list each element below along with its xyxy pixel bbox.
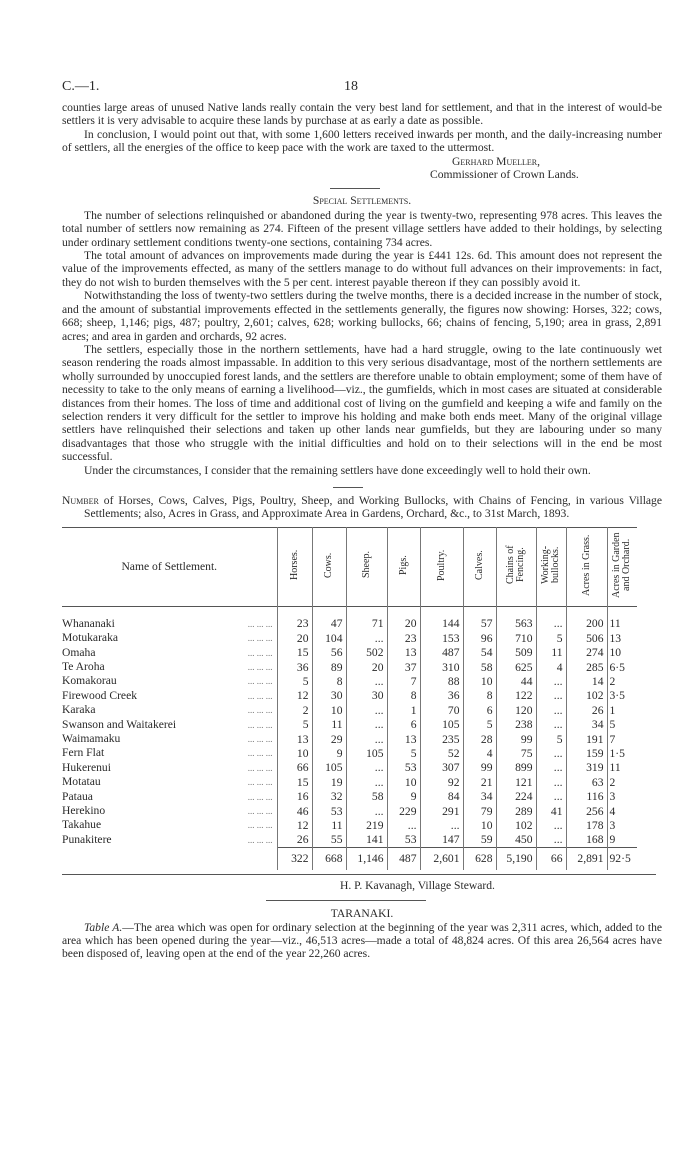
table-cell: 36 bbox=[420, 689, 463, 703]
table-cell: 5 bbox=[536, 732, 566, 746]
column-header bbox=[463, 527, 496, 606]
table-cell: 11 bbox=[312, 718, 346, 732]
table-row bbox=[62, 703, 637, 717]
settlement-label: Komakorau bbox=[62, 674, 117, 688]
document-reference: C.—1. bbox=[62, 79, 100, 94]
settlement-name bbox=[62, 761, 277, 775]
table-cell: 7 bbox=[607, 732, 637, 746]
table-cell: 3·5 bbox=[607, 689, 637, 703]
settlement-label: Punakitere bbox=[62, 832, 112, 846]
leader-dots: ... ... ... bbox=[247, 662, 273, 672]
table-cell: 506 bbox=[566, 631, 607, 645]
divider bbox=[330, 188, 380, 189]
table-cell: ... bbox=[346, 631, 387, 645]
table-cell: 55 bbox=[312, 833, 346, 847]
table-cell: 200 bbox=[566, 617, 607, 631]
table-row bbox=[62, 761, 637, 775]
table-cell: 310 bbox=[420, 660, 463, 674]
settlement-name bbox=[62, 775, 277, 789]
table-row bbox=[62, 646, 637, 660]
table-cell: 99 bbox=[463, 761, 496, 775]
table-cell: 487 bbox=[420, 646, 463, 660]
divider bbox=[266, 900, 426, 901]
table-cell: 191 bbox=[566, 732, 607, 746]
table-cell: 10 bbox=[463, 674, 496, 688]
table-row bbox=[62, 660, 637, 674]
table-cell: 9 bbox=[387, 790, 420, 804]
leader-dots: ... ... ... bbox=[247, 676, 273, 687]
caption-lead: Number bbox=[62, 493, 99, 507]
table-cell: 2 bbox=[607, 674, 637, 688]
settlement-name bbox=[62, 674, 277, 688]
table-cell: 7 bbox=[387, 674, 420, 688]
settlement-label: Waimamaku bbox=[62, 732, 121, 746]
settlement-label: Omaha bbox=[62, 645, 96, 659]
table-cell: 116 bbox=[566, 790, 607, 804]
table-cell: 4 bbox=[536, 660, 566, 674]
table-cell: 102 bbox=[566, 689, 607, 703]
table-row bbox=[62, 674, 637, 688]
table-cell: 509 bbox=[496, 646, 536, 660]
table-cell: ... bbox=[346, 674, 387, 688]
column-header bbox=[566, 527, 607, 606]
totals-row bbox=[62, 847, 637, 870]
paragraph: counties large areas of unused Native lands really contain the very best land for settlement, and that in the interest of would-be settlers it is very advisable to acquire these lands by purchase at as early a date as possible. bbox=[62, 101, 662, 128]
table-cell: 79 bbox=[463, 804, 496, 818]
column-header-label: Chains of Fencing. bbox=[505, 545, 526, 585]
table-cell: 450 bbox=[496, 833, 536, 847]
column-header-label: Acres in Garden and Orchard. bbox=[611, 532, 633, 598]
section-heading: Special Settlements. bbox=[312, 194, 412, 208]
table-bottom-rule bbox=[62, 874, 656, 875]
leader-dots: ... ... ... bbox=[247, 705, 273, 716]
table-cell: 710 bbox=[496, 631, 536, 645]
table-cell: 147 bbox=[420, 833, 463, 847]
leader-dots: ... ... ... bbox=[247, 734, 273, 745]
settlement-label: Takahue bbox=[62, 818, 102, 832]
table-cell: 12 bbox=[277, 818, 312, 832]
settlement-name bbox=[62, 804, 277, 818]
leader-dots: ... ... ... bbox=[247, 806, 273, 817]
table-cell: 274 bbox=[566, 646, 607, 660]
table-cell: 37 bbox=[387, 660, 420, 674]
settlement-label: Te Aroha bbox=[62, 660, 105, 673]
total-cell: 2,601 bbox=[420, 847, 463, 870]
table-cell: 10 bbox=[607, 646, 637, 660]
table-cell: 256 bbox=[566, 804, 607, 818]
table-cell: 21 bbox=[463, 775, 496, 789]
table-cell: 122 bbox=[496, 689, 536, 703]
table-cell: 4 bbox=[463, 746, 496, 760]
table-cell: 23 bbox=[277, 617, 312, 631]
table-cell: 1·5 bbox=[607, 746, 637, 760]
table-cell: 120 bbox=[496, 703, 536, 717]
table-cell: 144 bbox=[420, 617, 463, 631]
table-cell: 6 bbox=[387, 718, 420, 732]
table-cell: 84 bbox=[420, 790, 463, 804]
settlement-label: Whananaki bbox=[62, 616, 115, 630]
table-cell: 224 bbox=[496, 790, 536, 804]
table-cell: 56 bbox=[312, 646, 346, 660]
total-cell: 2,891 bbox=[566, 847, 607, 870]
settlement-label: Pataua bbox=[62, 789, 93, 803]
table-cell: ... bbox=[536, 818, 566, 832]
table-cell: 102 bbox=[496, 818, 536, 832]
table-cell: ... bbox=[536, 833, 566, 847]
column-header bbox=[387, 527, 420, 606]
table-cell: 63 bbox=[566, 775, 607, 789]
table-cell: 625 bbox=[496, 660, 536, 674]
table-cell: 13 bbox=[387, 646, 420, 660]
column-header-name bbox=[62, 527, 277, 606]
table-cell: ... bbox=[346, 718, 387, 732]
table-cell: 26 bbox=[566, 703, 607, 717]
table-cell: 58 bbox=[346, 790, 387, 804]
table-cell: ... bbox=[536, 790, 566, 804]
table-cell: 11 bbox=[607, 761, 637, 775]
column-header-label: Cows. bbox=[323, 552, 334, 578]
table-cell: 6·5 bbox=[607, 660, 637, 674]
table-cell: ... bbox=[536, 718, 566, 732]
table-cell: 319 bbox=[566, 761, 607, 775]
table-cell: 289 bbox=[496, 804, 536, 818]
table-row bbox=[62, 790, 637, 804]
total-cell: 92·5 bbox=[607, 847, 637, 870]
paragraph: Notwithstanding the loss of twenty-two settlers during the twelve months, there is a decided increase in the number of stock, and the amount of substantial improvements effected in the settlements generally, the figures now showing: Horses, 322; cows, 668; sheep, 1,146; pigs, 487; poultry, 2,601; calves, 628; working bullocks, 66; chains of fencing, 5,190; area in grass, 2,891 acres; and area in garden and orchards, 92 acres. bbox=[62, 289, 662, 343]
table-cell: 285 bbox=[566, 660, 607, 674]
settlement-label: Firewood Creek bbox=[62, 688, 138, 702]
table-cell: 99 bbox=[496, 732, 536, 746]
total-cell: 322 bbox=[277, 847, 312, 870]
table-cell: 502 bbox=[346, 646, 387, 660]
settlement-name bbox=[62, 718, 277, 732]
section-heading-taranaki: TARANAKI. bbox=[330, 907, 394, 921]
table-cell: 10 bbox=[277, 746, 312, 760]
table-cell: 291 bbox=[420, 804, 463, 818]
table-row bbox=[62, 804, 637, 818]
column-header bbox=[312, 527, 346, 606]
leader-dots: ... ... ... bbox=[247, 777, 273, 788]
table-row bbox=[62, 746, 637, 760]
column-header-label: Name of Settlement. bbox=[121, 560, 218, 574]
settlement-label: Motukaraka bbox=[62, 631, 119, 645]
paragraph: Under the circumstances, I consider that the remaining settlers have done exceedingly well to hold their own. bbox=[84, 463, 591, 477]
table-cell: 28 bbox=[463, 732, 496, 746]
table-cell: 44 bbox=[496, 674, 536, 688]
table-cell: ... bbox=[346, 804, 387, 818]
table-cell: ... bbox=[536, 674, 566, 688]
table-cell: 168 bbox=[566, 833, 607, 847]
settlement-name bbox=[62, 660, 277, 674]
total-cell: 66 bbox=[536, 847, 566, 870]
leader-dots: ... ... ... bbox=[247, 618, 273, 629]
table-cell: ... bbox=[346, 732, 387, 746]
table-cell: 46 bbox=[277, 804, 312, 818]
table-cell: 54 bbox=[463, 646, 496, 660]
settlement-name bbox=[62, 646, 277, 660]
column-header bbox=[420, 527, 463, 606]
table-cell: 88 bbox=[420, 674, 463, 688]
table-cell: ... bbox=[536, 775, 566, 789]
leader-dots: ... ... ... bbox=[247, 633, 273, 644]
column-header-label: Poultry. bbox=[435, 549, 447, 581]
table-label: Table A. bbox=[84, 920, 123, 934]
table-cell: 12 bbox=[277, 689, 312, 703]
paragraph: The settlers, especially those in the northern settlements, have had a hard struggle, owing to the late continuously wet season rendering the roads almost impassable. In addition to this very serious disadvantage, most of the northern settlements are wholly surrounded by unoccupied forest lands, and the settlers are therefore unable to obtain employment; some of them have of necessity to take to the only means of earning a livelihood—viz., the gumfields, which in most cases are situated at considerable distances from their homes. The loss of time and additional cost of living on the gumfield and keeping a wife and family on the selection renders it very difficult for the settler to improve his holding and make both ends meet. Many of the original village settlers have relinquished their selections and taken up other lands near gumfields, but they are labouring under so many disadvantages that those who struggle with the initial difficulties and hold on to their selections will in the end be most successful. bbox=[62, 342, 662, 464]
steward-signature: H. P. Kavanagh, Village Steward. bbox=[340, 878, 495, 892]
total-cell: 1,146 bbox=[346, 847, 387, 870]
table-cell: 96 bbox=[463, 631, 496, 645]
settlements-table bbox=[62, 527, 637, 870]
table-cell: 11 bbox=[536, 646, 566, 660]
table-cell: 105 bbox=[312, 761, 346, 775]
table-cell: 235 bbox=[420, 732, 463, 746]
table-cell: 563 bbox=[496, 617, 536, 631]
signatory-name: Gerhard Mueller, bbox=[452, 154, 541, 168]
total-cell: 628 bbox=[463, 847, 496, 870]
settlement-label: Karaka bbox=[62, 703, 96, 717]
settlement-name bbox=[62, 790, 277, 804]
table-cell: 15 bbox=[277, 646, 312, 660]
table-cell: 26 bbox=[277, 833, 312, 847]
table-cell: 5 bbox=[536, 631, 566, 645]
paragraph: —The area which was open for ordinary selection at the beginning of the year was 2,311 acres, which, added to the area which has been opened during the year—viz., 46,513 acres—made a total of 48,824 acres. Of this area 26,564 acres have been disposed of, leaving open at the end of the year 22,260 acres. bbox=[62, 920, 663, 961]
table-cell: 121 bbox=[496, 775, 536, 789]
table-cell: 20 bbox=[387, 617, 420, 631]
column-header-label: Sheep. bbox=[360, 551, 372, 579]
table-header bbox=[62, 527, 637, 606]
table-cell: ... bbox=[536, 703, 566, 717]
settlement-label: Swanson and Waitakerei bbox=[62, 717, 177, 731]
leader-dots: ... ... ... bbox=[247, 820, 273, 831]
table-cell: 23 bbox=[387, 631, 420, 645]
table-cell: ... bbox=[346, 761, 387, 775]
total-cell: 487 bbox=[387, 847, 420, 870]
table-cell: 14 bbox=[566, 674, 607, 688]
caption-text: of Horses, Cows, Calves, Pigs, Poultry, Sheep, and Working Bullocks, with Chains of Fencing, in various Village Settlements; also, Acres in Grass, and Approximate Area in Gardens, Orchard, &c., to 31st March, 1893. bbox=[84, 493, 662, 521]
total-cell: 5,190 bbox=[496, 847, 536, 870]
table-row bbox=[62, 689, 637, 703]
page-number: 18 bbox=[344, 79, 358, 94]
leader-dots: ... ... ... bbox=[247, 834, 273, 845]
column-header bbox=[536, 527, 566, 606]
table-cell: 2 bbox=[607, 775, 637, 789]
column-header-label: Calves. bbox=[473, 550, 485, 580]
table-cell: 13 bbox=[607, 631, 637, 645]
table-cell: 58 bbox=[463, 660, 496, 674]
table-cell: 29 bbox=[312, 732, 346, 746]
settlement-name bbox=[62, 617, 277, 631]
table-cell: 4 bbox=[607, 804, 637, 818]
table-row bbox=[62, 718, 637, 732]
table-cell: 8 bbox=[312, 674, 346, 688]
empty-cell bbox=[62, 847, 277, 870]
table-row bbox=[62, 818, 637, 832]
table-cell: 19 bbox=[312, 775, 346, 789]
table-cell: 11 bbox=[312, 818, 346, 832]
table-cell: 2 bbox=[277, 703, 312, 717]
column-header bbox=[607, 527, 637, 606]
table-caption bbox=[62, 494, 662, 521]
table-cell: 15 bbox=[277, 775, 312, 789]
table-cell: 219 bbox=[346, 818, 387, 832]
table-cell: 34 bbox=[566, 718, 607, 732]
settlement-label: Hukerenui bbox=[62, 760, 111, 774]
table-cell: ... bbox=[387, 818, 420, 832]
table-cell: 70 bbox=[420, 703, 463, 717]
table-row bbox=[62, 617, 637, 631]
paragraph: The number of selections relinquished or abandoned during the year is twenty-two, representing 978 acres. This leaves the total number of settlers now remaining as 274. Fifteen of the present village settlers have added to their holdings, by selecting under ordinary settlement conditions twenty-one sections, containing 734 acres. bbox=[62, 208, 662, 249]
table-cell: 36 bbox=[277, 660, 312, 674]
table-cell: 5 bbox=[463, 718, 496, 732]
table-row bbox=[62, 775, 637, 789]
table-cell: ... bbox=[536, 689, 566, 703]
page-content bbox=[62, 78, 662, 961]
table-cell: 32 bbox=[312, 790, 346, 804]
table-cell: 10 bbox=[387, 775, 420, 789]
table-cell: 238 bbox=[496, 718, 536, 732]
table-cell: 57 bbox=[463, 617, 496, 631]
leader-dots: ... ... ... bbox=[247, 791, 273, 802]
table-cell: 89 bbox=[312, 660, 346, 674]
table-row bbox=[62, 732, 637, 746]
settlement-name bbox=[62, 732, 277, 746]
table-cell: 75 bbox=[496, 746, 536, 760]
column-header-label: Acres in Grass. bbox=[580, 534, 592, 596]
column-header bbox=[346, 527, 387, 606]
special-settlements-text bbox=[62, 209, 662, 477]
table-cell: 66 bbox=[277, 761, 312, 775]
table-row bbox=[62, 833, 637, 847]
table-cell: 13 bbox=[277, 732, 312, 746]
settlement-name bbox=[62, 703, 277, 717]
table-cell: 9 bbox=[312, 746, 346, 760]
settlement-name bbox=[62, 631, 277, 645]
table-cell: 899 bbox=[496, 761, 536, 775]
table-cell: 6 bbox=[463, 703, 496, 717]
table-cell: 8 bbox=[463, 689, 496, 703]
table-cell: 153 bbox=[420, 631, 463, 645]
table-cell: 20 bbox=[346, 660, 387, 674]
table-cell: ... bbox=[346, 775, 387, 789]
table-cell: 10 bbox=[463, 818, 496, 832]
table-cell: 105 bbox=[346, 746, 387, 760]
table-cell: ... bbox=[536, 746, 566, 760]
leader-dots: ... ... ... bbox=[247, 748, 273, 759]
table-row bbox=[62, 631, 637, 645]
table-cell: 71 bbox=[346, 617, 387, 631]
settlement-label: Herekino bbox=[62, 804, 106, 818]
column-header-label: Working-bullocks. bbox=[540, 546, 561, 585]
table-cell: 5 bbox=[387, 746, 420, 760]
table-cell: 8 bbox=[387, 689, 420, 703]
divider bbox=[333, 487, 363, 488]
paragraph: The total amount of advances on improvements made during the year is £441 12s. 6d. This amount does not represent the value of the improvements effected, as many of the settlers manage to do without full advances on their improvements: in fact, they do not wish to burden themselves with the 5 per cent. interest payable thereon if they can possibly avoid it. bbox=[62, 249, 662, 289]
column-header-label: Pigs. bbox=[397, 555, 409, 575]
table-cell: ... bbox=[420, 818, 463, 832]
table-cell: 16 bbox=[277, 790, 312, 804]
total-cell: 668 bbox=[312, 847, 346, 870]
table-cell: 5 bbox=[607, 718, 637, 732]
table-cell: 1 bbox=[607, 703, 637, 717]
table-cell: 53 bbox=[312, 804, 346, 818]
table-cell: 10 bbox=[312, 703, 346, 717]
table-cell: 159 bbox=[566, 746, 607, 760]
table-cell: 53 bbox=[387, 833, 420, 847]
leader-dots: ... ... ... bbox=[247, 762, 273, 773]
table-cell: 3 bbox=[607, 790, 637, 804]
column-header bbox=[496, 527, 536, 606]
table-cell: 59 bbox=[463, 833, 496, 847]
signatory-title: Commissioner of Crown Lands. bbox=[430, 168, 579, 182]
table-cell: 53 bbox=[387, 761, 420, 775]
table-cell: 5 bbox=[277, 718, 312, 732]
table-cell: ... bbox=[536, 761, 566, 775]
table-cell: ... bbox=[346, 703, 387, 717]
table-cell: 13 bbox=[387, 732, 420, 746]
settlement-name bbox=[62, 833, 277, 847]
settlement-name bbox=[62, 818, 277, 832]
table-cell: 1 bbox=[387, 703, 420, 717]
table-cell: 47 bbox=[312, 617, 346, 631]
table-cell: 104 bbox=[312, 631, 346, 645]
leader-dots: ... ... ... bbox=[247, 647, 273, 658]
table-cell: 141 bbox=[346, 833, 387, 847]
table-cell: 52 bbox=[420, 746, 463, 760]
leader-dots: ... ... ... bbox=[247, 719, 273, 730]
column-header-label: Horses. bbox=[288, 549, 300, 581]
settlement-label: Fern Flat bbox=[62, 746, 105, 760]
table-cell: 105 bbox=[420, 718, 463, 732]
paragraph: In conclusion, I would point out that, with some 1,600 letters received inwards per month, and the daily-increasing number of settlers, all the energies of the office to keep pace with the work are taxed to the uttermost. bbox=[62, 127, 662, 155]
table-cell: 30 bbox=[312, 689, 346, 703]
table-cell: 34 bbox=[463, 790, 496, 804]
table-cell: 11 bbox=[607, 617, 637, 631]
taranaki-text bbox=[62, 921, 662, 961]
table-cell: 41 bbox=[536, 804, 566, 818]
leader-dots: ... ... ... bbox=[247, 690, 273, 701]
table-cell: 3 bbox=[607, 818, 637, 832]
table-cell: 307 bbox=[420, 761, 463, 775]
table-cell: 20 bbox=[277, 631, 312, 645]
intro-text bbox=[62, 101, 662, 155]
table-cell: 5 bbox=[277, 674, 312, 688]
running-header bbox=[62, 78, 662, 98]
table-cell: 30 bbox=[346, 689, 387, 703]
table-cell: 92 bbox=[420, 775, 463, 789]
table-cell: ... bbox=[536, 617, 566, 631]
table-cell: 178 bbox=[566, 818, 607, 832]
column-header bbox=[277, 527, 312, 606]
settlement-label: Motatau bbox=[62, 775, 101, 789]
table-cell: 9 bbox=[607, 833, 637, 847]
table-cell: 229 bbox=[387, 804, 420, 818]
settlement-name bbox=[62, 746, 277, 760]
settlement-name bbox=[62, 689, 277, 703]
